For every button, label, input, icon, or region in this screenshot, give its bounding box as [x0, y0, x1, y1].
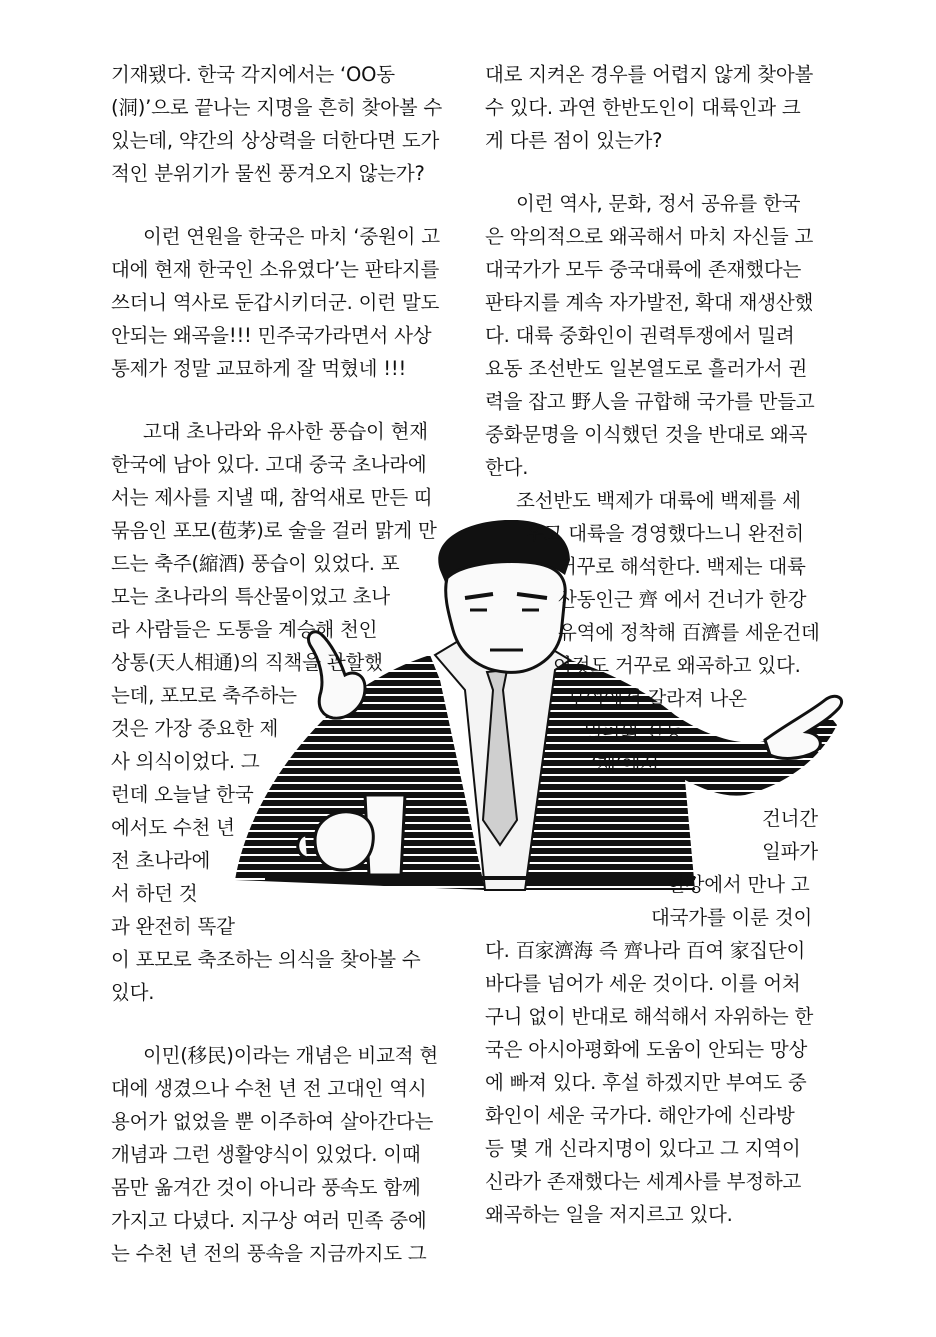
left-line: 전 초나라에 [111, 849, 211, 872]
right-line: 에 빠져 있다. 후설 하겠지만 부여도 중 [485, 1071, 807, 1094]
right-line: 구니 없이 반대로 해석해서 자위하는 한 [485, 1005, 814, 1028]
right-line: 다. 百家濟海 즉 齊나라 百여 家집단이 [485, 939, 806, 962]
right-line: 이것도 거꾸로 왜곡하고 있다. [553, 654, 801, 677]
left-line: 서는 제사를 지낼 때, 참억새로 만든 띠 [111, 486, 433, 509]
right-line: 등 몇 개 신라지명이 있다고 그 지역이 [485, 1137, 801, 1160]
left-line: 는 수천 년 전의 풍속을 지금까지도 그 [111, 1242, 427, 1265]
left-line: 몸만 옮겨간 것이 아니라 풍속도 함께 [111, 1176, 421, 1199]
left-line: 상통(天人相通)의 직책을 관할했 [111, 651, 383, 674]
right-line: 산동인근 齊 에서 건너가 한강 [558, 588, 807, 611]
left-line: 대에 생겼으나 수천 년 전 고대인 역시 [111, 1077, 427, 1100]
right-line: 신라가 존재했다는 세계사를 부정하고 [485, 1170, 802, 1193]
right-line: 한다. [485, 456, 529, 479]
right-line: 대국가가 모두 중국대륙에 존재했다는 [485, 258, 802, 281]
right-line: 다. 대륙 중화인이 권력투쟁에서 밀려 [485, 324, 795, 347]
left-line: 있다. [111, 981, 155, 1004]
right-line: 조선반도 백제가 대륙에 백제를 세 [516, 489, 801, 512]
right-line: 바다를 넘어가 세운 것이다. 이를 어처 [485, 972, 801, 995]
right-line: 요동 조선반도 일본열도로 흘러가서 권 [485, 357, 808, 380]
left-line: 이런 연원을 한국은 마치 ‘중원이 고 [143, 225, 440, 248]
right-line: 대국가를 이룬 것이 [651, 906, 813, 929]
left-line: 에서도 수천 년 [111, 816, 235, 839]
right-line: 력을 잡고 野人을 규합해 국가를 만들고 [485, 390, 815, 413]
right-line: 일파와 산동 [584, 720, 684, 743]
left-line: 가지고 다녔다. 지구상 여러 민족 중에 [111, 1209, 427, 1232]
right-line: 대로 지켜온 경우를 어렵지 않게 찾아볼 [485, 63, 814, 86]
left-line: 라 사람들은 도통을 계승해 천인 [111, 618, 378, 641]
right-line: 이런 역사, 문화, 정서 공유를 한국 [516, 192, 801, 215]
left-line: 있는데, 약간의 상상력을 더한다면 도가 [111, 129, 440, 152]
left-line: 모는 초나라의 특산물이었고 초나 [111, 585, 390, 608]
left-line: 개념과 그런 생활양식이 있었다. 이때 [111, 1143, 421, 1166]
left-line: 드는 축주(縮酒) 풍습이 있었다. 포 [111, 552, 400, 575]
left-line: (洞)’으로 끝나는 지명을 흔히 찾아볼 수 [111, 96, 443, 119]
right-line: 화인이 세운 국가다. 해안가에 신라방 [485, 1104, 795, 1127]
right-line: 수 있다. 과연 한반도인이 대륙인과 크 [485, 96, 801, 119]
right-line: 은 악의적으로 왜곡해서 마치 자신들 고 [485, 225, 814, 248]
left-line: 사 의식이었다. 그 [111, 750, 260, 773]
left-line: 는데, 포모로 축주하는 [111, 684, 297, 707]
right-line: 게 다른 점이 있는가? [485, 129, 663, 152]
right-line: ‘제’에서 [591, 753, 659, 776]
right-line: 우고 대륙을 경영했다느니 완전히 [525, 522, 804, 545]
left-line: 런데 오늘날 한국 [111, 783, 254, 806]
left-line: 이 포모로 축조하는 의식을 찾아볼 수 [111, 948, 421, 971]
left-line: 고대 초나라와 유사한 풍습이 현재 [143, 420, 428, 443]
left-line: 대에 현재 한국인 소유였다’는 판타지를 [111, 258, 440, 281]
left-line: 과 완전히 똑같 [111, 915, 235, 938]
left-line: 용어가 없었을 뿐 이주하여 살아간다는 [111, 1110, 434, 1133]
left-line: 이민(移民)이라는 개념은 비교적 현 [143, 1044, 439, 1067]
right-line: 거꾸로 해석한다. 백제는 대륙 [558, 555, 806, 578]
right-line: 부여에서 갈라져 나온 [567, 687, 747, 710]
right-line: 판타지를 계속 자가발전, 확대 재생산했 [485, 291, 814, 314]
right-line: 왜곡하는 일을 저지르고 있다. [485, 1203, 733, 1226]
right-line: 한강에서 만나 고 [667, 873, 810, 896]
right-line: 중화문명을 이식했던 것을 반대로 왜곡 [485, 423, 808, 446]
left-line: 적인 분위기가 물씬 풍겨오지 않는가? [111, 162, 425, 185]
left-line: 서 하던 것 [111, 882, 198, 905]
right-line: 건너간 [762, 807, 818, 830]
left-line: 통제가 정말 교묘하게 잘 먹혔네 !!! [111, 357, 407, 380]
left-line: 안되는 왜곡을!!! 민주국가라면서 사상 [111, 324, 432, 347]
right-line: 국은 아시아평화에 도움이 안되는 망상 [485, 1038, 808, 1061]
right-line: 유역에 정착해 百濟를 세운건데 [558, 621, 820, 644]
left-line: 기재됐다. 한국 각지에서는 ‘OO동 [111, 63, 395, 86]
left-line: 한국에 남아 있다. 고대 중국 초나라에 [111, 453, 427, 476]
left-line: 쓰더니 역사로 둔갑시키더군. 이런 말도 [111, 291, 440, 314]
left-line: 묶음인 포모(苞茅)로 술을 걸러 맑게 만 [111, 519, 437, 542]
right-line: 일파가 [762, 840, 818, 863]
left-line: 것은 가장 중요한 제 [111, 717, 279, 740]
